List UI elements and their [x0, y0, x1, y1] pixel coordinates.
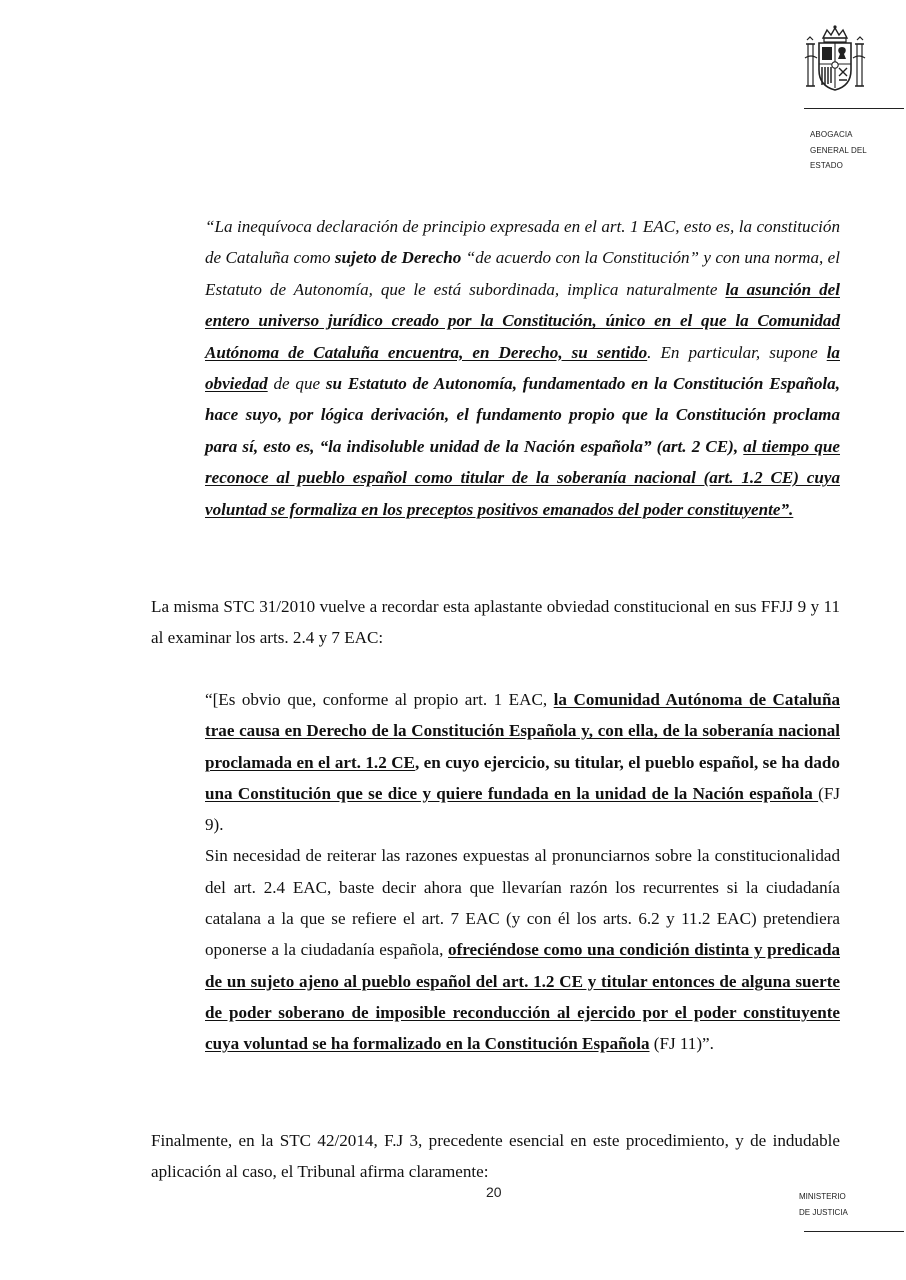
body-paragraph-2: Finalmente, en la STC 42/2014, F.J 3, precedente esencial en este procedimiento, y de indudable aplicación al caso, el Tribunal afirma claramente:	[151, 1131, 840, 1181]
block-quote-2	[205, 684, 840, 1060]
emphasis-text: su Estatuto de Autonomía, fundamentado en la Constitución Española, hace suyo, por lógica derivación, el fundamento propio que la Constitución proclama para sí, esto es, “la indisoluble unidad de la Nación española” (art. 2 CE),	[205, 374, 840, 456]
quote-text: (FJ 9).	[205, 783, 840, 835]
quote-text: “La inequívoca declaración de principio expresada en el art. 1 EAC, esto es, la constitución de Cataluña como	[205, 217, 840, 268]
emphasis-underlined-text: la asunción del entero universo jurídico creado por la Constitución, único en el que la Comunidad Autónoma de Cataluña encuentra, en Derecho, su sentido	[205, 279, 840, 362]
emphasis-underlined-text: al tiempo que reconoce al pueblo español como titular de la soberanía nacional (art. 1.2 CE) cuya voluntad se formaliza en los preceptos positivos emanados del poder constituyente”.	[205, 436, 840, 519]
emphasis-underlined-text: la obviedad	[205, 342, 840, 394]
emphasis-text: , en cuyo ejercicio, su titular, el pueblo español, se ha dado	[414, 752, 840, 772]
quote-text: Sin necesidad de reiterar las razones expuestas al pronunciarnos sobre la constitucionalidad del art. 2.4 EAC, baste decir ahora que llevarían razón los recurrentes si la ciudadanía catalana a la que se refiere el art. 7 EAC (y con él los arts. 6.2 y 11.2 EAC) pretendiera oponerse a la ciudadanía española,	[205, 846, 840, 960]
page-number: 20	[486, 1184, 502, 1200]
issuing-organization	[810, 127, 867, 174]
quote-text: “de acuerdo con la Constitución” y con una norma, el Estatuto de Autonomía, que le está subordinada, implica naturalmente	[205, 248, 840, 299]
ministry-line: DE JUSTICIA	[799, 1207, 848, 1217]
block-quote-1	[205, 211, 840, 525]
body-paragraph-1: La misma STC 31/2010 vuelve a recordar esta aplastante obviedad constitucional en sus FFJJ 9 y 11 al examinar los arts. 2.4 y 7 EAC:	[151, 597, 840, 647]
quote-text: “[Es obvio que, conforme al propio art. 1 EAC,	[205, 690, 554, 709]
org-line: ABOGACIA	[810, 130, 853, 139]
header-divider	[804, 108, 904, 109]
emphasis-text: sujeto de Derecho	[334, 248, 462, 268]
quote-text: (FJ 11)”.	[649, 1034, 714, 1054]
ministry-line: MINISTERIO	[799, 1192, 846, 1201]
emphasis-underlined-text: una Constitución que se dice y quiere fundada en la unidad de la Nación española	[205, 783, 819, 803]
org-line: ESTADO	[810, 161, 843, 170]
org-line: GENERAL DEL	[810, 145, 867, 155]
quote-text: de que	[267, 374, 326, 394]
footer-divider	[804, 1231, 904, 1232]
emphasis-underlined-text: ofreciéndose como una condición distinta y predicada de un sujeto ajeno al pueblo español del art. 1.2 CE y titular entonces de alguna suerte de poder soberano de imposible reconducción al ejercido por el poder constituyente cuya voluntad se ha formalizado en la Constitución Española	[205, 940, 840, 1054]
ministry-name	[799, 1189, 848, 1220]
coat-of-arms-icon	[803, 24, 867, 94]
quote-text: . En particular, supone	[647, 342, 827, 362]
emphasis-underlined-text: la Comunidad Autónoma de Cataluña trae causa en Derecho de la Constitución Española y, con ella, de la soberanía nacional proclamada en el art. 1.2 CE	[205, 690, 840, 772]
